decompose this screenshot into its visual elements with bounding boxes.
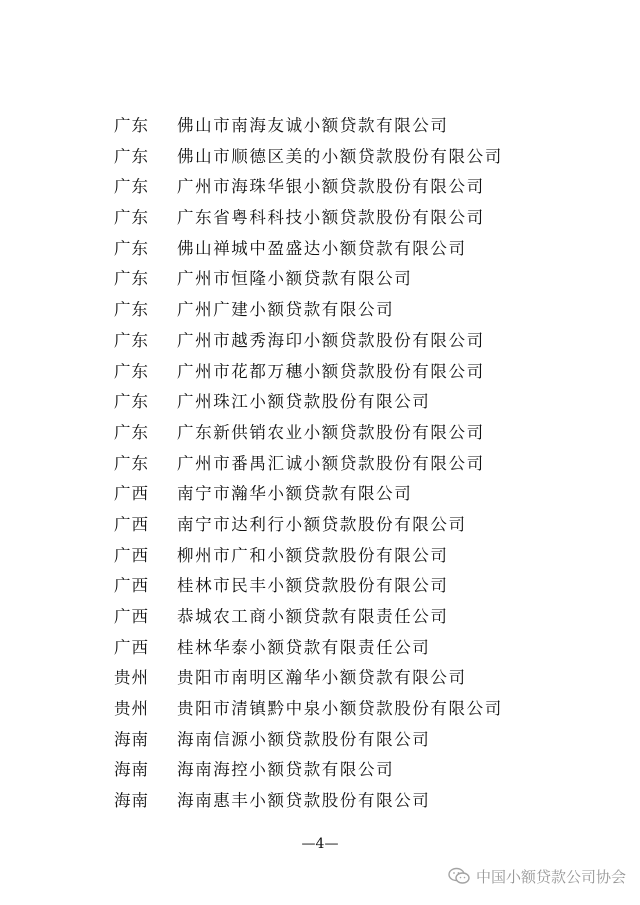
company-name: 佛山市顺德区美的小额贷款股份有限公司 (177, 146, 503, 166)
wechat-icon (448, 867, 470, 885)
list-item (0, 234, 640, 265)
list-item (0, 264, 640, 295)
province-label: 广东 (114, 238, 149, 258)
province-label: 广西 (114, 545, 149, 565)
list-item (0, 602, 640, 633)
list-item (0, 694, 640, 725)
list-item (0, 449, 640, 480)
watermark-text: 中国小额贷款公司协会 (475, 867, 626, 886)
company-name: 广州市越秀海印小额贷款股份有限公司 (177, 330, 485, 350)
company-name: 海南海控小额贷款有限公司 (177, 760, 395, 780)
list-item (0, 172, 640, 203)
list-item (0, 755, 640, 786)
list-item (0, 510, 640, 541)
province-label: 广东 (114, 453, 149, 473)
province-label: 广西 (114, 514, 149, 534)
list-item (0, 111, 640, 142)
company-name: 柳州市广和小额贷款股份有限公司 (177, 545, 449, 565)
province-label: 广西 (114, 607, 149, 626)
company-name: 贵阳市清镇黔中泉小额贷款股份有限公司 (177, 699, 503, 719)
company-name: 广州市恒隆小额贷款有限公司 (177, 269, 413, 289)
province-label: 广东 (114, 208, 149, 228)
list-item (0, 326, 640, 357)
list-item (0, 357, 640, 388)
company-name: 广州市番禺汇诚小额贷款股份有限公司 (177, 453, 485, 473)
province-label: 海南 (114, 729, 149, 749)
company-name: 恭城农工商小额贷款有限责任公司 (177, 607, 449, 626)
company-name: 佛山市南海友诚小额贷款有限公司 (177, 116, 449, 135)
list-item (0, 725, 640, 756)
province-label: 贵州 (114, 668, 149, 688)
company-name: 贵阳市南明区瀚华小额贷款有限公司 (177, 668, 467, 688)
company-name: 广东新供销农业小额贷款股份有限公司 (177, 422, 485, 442)
province-label: 广东 (114, 146, 149, 166)
list-item (0, 571, 640, 602)
province-label: 广东 (114, 269, 149, 289)
company-name: 海南惠丰小额贷款股份有限公司 (177, 791, 431, 811)
province-label: 贵州 (114, 699, 149, 719)
company-list (0, 111, 640, 817)
company-name: 南宁市瀚华小额贷款有限公司 (177, 484, 413, 504)
company-name: 海南信源小额贷款股份有限公司 (177, 729, 431, 749)
company-name: 佛山禅城中盈盛达小额贷款有限公司 (177, 238, 467, 258)
list-item (0, 203, 640, 234)
province-label: 广西 (114, 637, 149, 657)
company-name: 桂林市民丰小额贷款股份有限公司 (177, 576, 449, 596)
company-name: 广州广建小额贷款有限公司 (177, 300, 395, 320)
company-name: 广州市花都万穗小额贷款股份有限公司 (177, 361, 485, 381)
province-label: 广东 (114, 392, 149, 412)
company-name: 广东省粤科科技小额贷款股份有限公司 (177, 208, 485, 228)
page-number: —4— (301, 836, 339, 852)
company-name: 桂林华泰小额贷款有限责任公司 (177, 637, 431, 657)
province-label: 广西 (114, 484, 149, 504)
list-item (0, 295, 640, 326)
province-label: 广东 (114, 177, 149, 197)
province-label: 广西 (114, 576, 149, 596)
watermark (448, 864, 626, 888)
province-label: 海南 (114, 760, 149, 780)
company-name: 广州市海珠华银小额贷款股份有限公司 (177, 177, 485, 197)
list-item (0, 663, 640, 694)
province-label: 广东 (114, 300, 149, 320)
province-label: 广东 (114, 361, 149, 381)
list-item (0, 418, 640, 449)
list-item (0, 633, 640, 664)
province-label: 海南 (114, 791, 149, 811)
list-item (0, 786, 640, 817)
company-name: 广州珠江小额贷款股份有限公司 (177, 392, 431, 412)
list-item (0, 541, 640, 572)
province-label: 广东 (114, 330, 149, 350)
province-label: 广东 (114, 422, 149, 442)
company-name: 南宁市达利行小额贷款股份有限公司 (177, 514, 467, 534)
list-item (0, 479, 640, 510)
list-item (0, 142, 640, 173)
province-label: 广东 (114, 116, 149, 135)
list-item (0, 387, 640, 418)
